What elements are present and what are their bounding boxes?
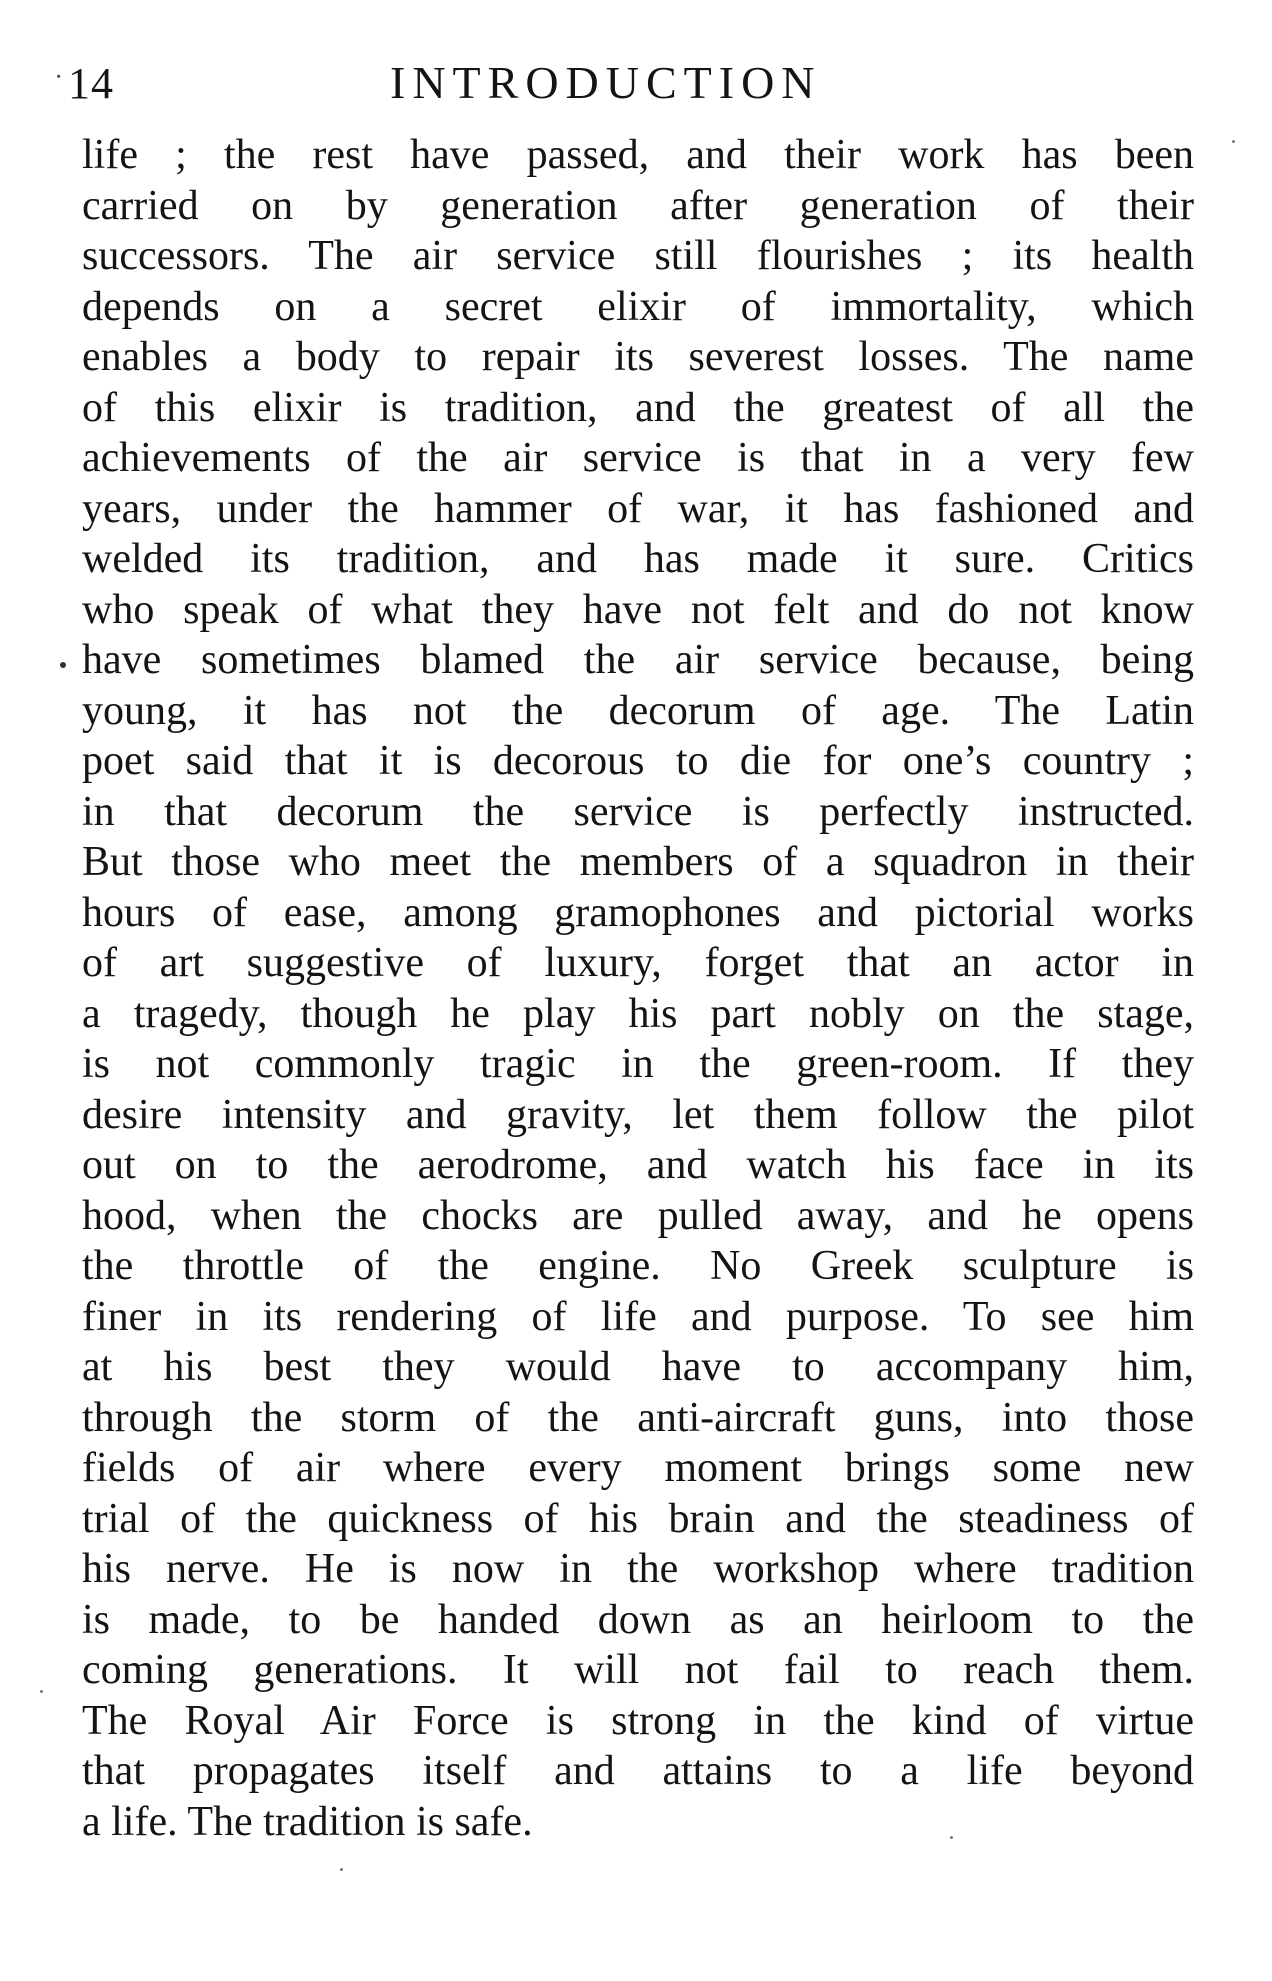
text-line: finer in its rendering of life and purpose. To see him [82,1293,1194,1340]
text-line: young, it has not the decorum of age. The Latin [82,687,1194,734]
text-line: trial of the quickness of his brain and the steadiness of [82,1495,1194,1542]
text-line: hours of ease, among gramophones and pictorial works [82,889,1194,936]
text-line: poet said that it is decorous to die for one’s country ; [82,738,1194,784]
text-line: is made, to be handed down as an heirloom to the [82,1596,1194,1643]
text-line: years, under the hammer of war, it has fashioned and [82,485,1194,532]
text-line: out on to the aerodrome, and watch his face in its [82,1142,1194,1188]
text-line: welded its tradition, and has made it sure. Critics [82,536,1194,582]
text-line: at his best they would have to accompany him, [82,1344,1194,1390]
text-line: the throttle of the engine. No Greek sculpture is [82,1243,1194,1289]
running-title: INTRODUCTION [390,57,822,108]
text-line: life ; the rest have passed, and their work has been [82,132,1194,178]
text-line: have sometimes blamed the air service because, being [82,637,1194,683]
text-line: his nerve. He is now in the workshop where tradition [82,1546,1194,1592]
text-line: of art suggestive of luxury, forget that an actor in [82,940,1194,986]
text-line: through the storm of the anti-aircraft guns, into those [82,1394,1194,1441]
text-line: But those who meet the members of a squadron in their [82,839,1194,885]
text-line: in that decorum the service is perfectly instructed. [82,788,1194,835]
text-line: of this elixir is tradition, and the greatest of all the [82,384,1194,431]
text-line: achievements of the air service is that in a very few [82,435,1194,481]
text-line: fields of air where every moment brings some new [82,1445,1194,1491]
text-line: The Royal Air Force is strong in the kind of virtue [82,1697,1194,1744]
text-line: successors. The air service still flourishes ; its health [82,233,1194,279]
text-line: enables a body to repair its severest losses. The name [82,334,1194,380]
text-line: carried on by generation after generation of their [82,182,1194,229]
page-number: · 14 [68,58,114,109]
body-text [82,130,1194,1847]
paper-speck [1232,140,1235,143]
text-line: hood, when the chocks are pulled away, and he opens [82,1192,1194,1239]
text-line: a life. The tradition is safe. [82,1798,533,1845]
text-line: desire intensity and gravity, let them follow the pilot [82,1091,1194,1138]
text-line: coming generations. It will not fail to reach them. [82,1647,1194,1693]
text-line: a tragedy, though he play his part nobly on the stage, [82,990,1194,1037]
paper-speck [40,1690,43,1693]
margin-dot-mark [60,662,66,668]
text-line: depends on a secret elixir of immortality, which [82,283,1194,330]
text-line: that propagates itself and attains to a life beyond [82,1748,1194,1794]
running-head [0,54,1272,114]
text-line: who speak of what they have not felt and do not know [82,586,1194,633]
text-line: is not commonly tragic in the green-room. If they [82,1041,1194,1087]
paper-speck [340,1868,343,1871]
